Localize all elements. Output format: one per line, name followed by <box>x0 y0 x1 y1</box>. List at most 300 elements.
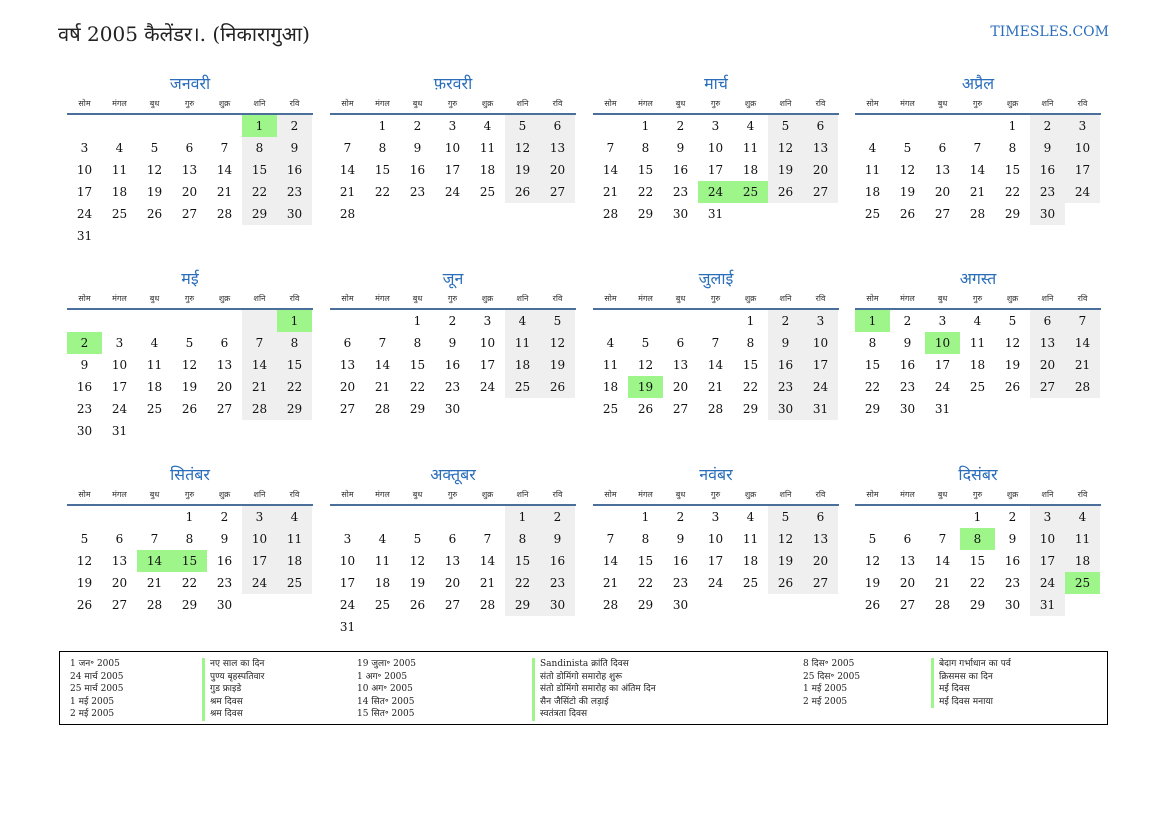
day-cell: 22 <box>374 185 391 199</box>
day-cell: 2 <box>413 119 422 133</box>
day-cell: 28 <box>602 598 619 612</box>
day-cell: 27 <box>803 572 838 594</box>
day-cell: 19 <box>505 159 540 181</box>
legend-holiday-name: श्रम दिवस <box>210 696 243 707</box>
week-row <box>67 572 313 594</box>
week-row <box>855 332 1101 354</box>
legend-names-2 <box>532 658 656 721</box>
empty-cell <box>890 115 925 137</box>
day-cell: 6 <box>115 532 124 546</box>
day-cell: 16 <box>672 163 689 177</box>
week-row <box>855 181 1101 203</box>
week-row <box>67 310 313 332</box>
month-name: अप्रैल <box>961 74 995 93</box>
day-cell: 17 <box>803 354 838 376</box>
day-cell: 10 <box>111 358 128 372</box>
week-row <box>330 310 576 332</box>
weekday-header <box>593 97 839 115</box>
day-cell: 11 <box>505 332 540 354</box>
day-cell: 16 <box>1004 554 1021 568</box>
day-cell: 26 <box>899 207 916 221</box>
month-block <box>330 268 576 420</box>
week-row <box>330 376 576 398</box>
day-cell: 25 <box>111 207 128 221</box>
page-title: वर्ष 2005 कैलेंडर।. (निकारागुआ) <box>58 22 310 46</box>
empty-cell <box>995 398 1030 420</box>
day-cell: 14 <box>339 163 356 177</box>
day-cell: 22 <box>637 576 654 590</box>
day-cell: 29 <box>277 398 312 420</box>
weekday-label: शनि <box>1041 99 1054 108</box>
weekday-label: शुक्र <box>744 294 757 303</box>
week-row <box>330 203 576 225</box>
day-cell: 10 <box>479 336 496 350</box>
empty-cell <box>242 420 277 442</box>
day-cell: 16 <box>444 358 461 372</box>
legend-holiday-name: मई दिवस मनाया <box>939 696 993 707</box>
weekday-label: सोम <box>604 490 617 499</box>
day-cell: 17 <box>339 576 356 590</box>
week-row <box>593 137 839 159</box>
day-cell: 12 <box>768 528 803 550</box>
day-cell: 8 <box>242 137 277 159</box>
day-cell: 1 <box>641 119 650 133</box>
day-cell: 12 <box>540 332 575 354</box>
empty-cell <box>925 115 960 137</box>
empty-cell <box>365 506 400 528</box>
day-cell: 31 <box>1030 594 1065 616</box>
day-cell: 11 <box>146 358 163 372</box>
day-cell: 7 <box>242 332 277 354</box>
week-row <box>593 203 839 225</box>
weekday-label: गुरु <box>972 490 983 499</box>
day-cell: 18 <box>742 163 759 177</box>
weekday-label: सोम <box>78 294 91 303</box>
month-block <box>330 73 576 225</box>
empty-cell <box>172 115 207 137</box>
weekday-label: मंगल <box>375 490 390 499</box>
day-cell: 12 <box>899 163 916 177</box>
week-row <box>67 159 313 181</box>
day-cell: 13 <box>899 554 916 568</box>
legend-holiday-name: श्रम दिवस <box>210 709 243 719</box>
legend-date: 1 अग॰ 2005 <box>357 671 408 682</box>
empty-cell <box>663 310 698 332</box>
weekday-label: सोम <box>604 294 617 303</box>
weekday-header <box>330 97 576 115</box>
day-cell: 24 <box>707 576 724 590</box>
day-cell: 8 <box>641 532 650 546</box>
weekday-label: रवि <box>289 490 300 499</box>
day-cell: 6 <box>676 336 685 350</box>
day-cell: 17 <box>934 358 951 372</box>
day-cell: 30 <box>76 424 93 438</box>
legend-dates-2 <box>357 658 416 721</box>
weekday-label: शुक्र <box>218 99 231 108</box>
empty-cell <box>277 594 312 616</box>
day-cell: 8 <box>641 141 650 155</box>
week-row <box>67 332 313 354</box>
week-row <box>67 506 313 528</box>
day-cell: 9 <box>413 141 422 155</box>
day-cell: 5 <box>1008 314 1017 328</box>
day-cell: 2 <box>67 332 102 354</box>
empty-cell <box>733 203 768 225</box>
weekday-label: सोम <box>78 490 91 499</box>
day-cell: 24 <box>339 598 356 612</box>
day-cell: 21 <box>242 376 277 398</box>
empty-cell <box>277 225 312 247</box>
day-cell: 4 <box>1065 506 1100 528</box>
day-cell: 31 <box>76 229 93 243</box>
day-cell: 19 <box>181 380 198 394</box>
day-cell: 9 <box>768 332 803 354</box>
weekday-label: गुरु <box>710 294 721 303</box>
weekday-label: रवि <box>815 294 826 303</box>
month-block <box>593 464 839 616</box>
empty-cell <box>330 506 365 528</box>
month-name: मार्च <box>704 74 728 93</box>
day-cell: 29 <box>181 598 198 612</box>
legend-holiday-name: संतो डोमिंगो समारोह का अंतिम दिन <box>540 684 656 694</box>
day-cell: 13 <box>111 554 128 568</box>
legend-names-3 <box>931 658 1011 708</box>
day-cell: 5 <box>185 336 194 350</box>
weekday-label: गुरु <box>447 294 458 303</box>
legend-holiday-name: क्रिसमस का दिन <box>939 671 993 682</box>
weekday-label: शनि <box>516 490 529 499</box>
empty-cell <box>330 115 365 137</box>
day-cell: 21 <box>374 380 391 394</box>
day-cell: 7 <box>220 141 229 155</box>
week-row <box>855 398 1101 420</box>
day-cell: 24 <box>76 207 93 221</box>
legend-holiday-name: बेदाग गर्भाधान का पर्व <box>939 659 1011 669</box>
day-cell: 4 <box>606 336 615 350</box>
day-cell: 25 <box>602 402 619 416</box>
day-cell: 26 <box>146 207 163 221</box>
weekday-label: शनि <box>779 294 792 303</box>
day-cell: 16 <box>76 380 93 394</box>
empty-cell <box>435 616 470 638</box>
day-cell: 30 <box>899 402 916 416</box>
week-row <box>855 594 1101 616</box>
day-cell: 27 <box>444 598 461 612</box>
week-row <box>855 203 1101 225</box>
legend-date: 8 दिस॰ 2005 <box>803 659 855 669</box>
day-cell: 3 <box>343 532 352 546</box>
empty-cell <box>330 310 365 332</box>
day-cell: 28 <box>602 207 619 221</box>
day-cell: 20 <box>540 159 575 181</box>
empty-cell <box>102 115 137 137</box>
day-cell: 18 <box>479 163 496 177</box>
day-cell: 23 <box>540 572 575 594</box>
day-cell: 1 <box>242 115 277 137</box>
day-cell: 3 <box>1030 506 1065 528</box>
legend-holiday-name: संतो डोमिंगो समारोह शुरू <box>540 671 623 682</box>
day-cell: 19 <box>76 576 93 590</box>
day-cell: 14 <box>216 163 233 177</box>
day-cell: 18 <box>602 380 619 394</box>
day-cell: 10 <box>242 528 277 550</box>
day-cell: 17 <box>111 380 128 394</box>
day-cell: 9 <box>676 532 685 546</box>
month-name: अगस्त <box>959 269 997 288</box>
day-cell: 19 <box>146 185 163 199</box>
day-cell: 5 <box>768 506 803 528</box>
day-cell: 28 <box>479 598 496 612</box>
week-row <box>67 137 313 159</box>
day-cell: 29 <box>242 203 277 225</box>
day-cell: 22 <box>864 380 881 394</box>
empty-cell <box>242 310 277 332</box>
weekday-label: बुध <box>937 294 948 303</box>
weekday-label: शनि <box>1041 294 1054 303</box>
day-cell: 28 <box>339 207 356 221</box>
weekday-label: बुध <box>937 99 948 108</box>
empty-cell <box>365 203 400 225</box>
weekday-label: मंगल <box>638 490 653 499</box>
brand-link[interactable]: TIMESLES.COM <box>990 24 1109 40</box>
weekday-label: बुध <box>412 99 423 108</box>
legend-dates-3 <box>803 658 860 708</box>
week-row <box>855 506 1101 528</box>
day-cell: 25 <box>374 598 391 612</box>
empty-cell <box>698 594 733 616</box>
day-cell: 29 <box>505 594 540 616</box>
week-row <box>67 550 313 572</box>
day-cell: 22 <box>1004 185 1021 199</box>
day-cell: 2 <box>903 314 912 328</box>
weekday-label: रवि <box>289 294 300 303</box>
week-row <box>593 115 839 137</box>
weekday-label: मंगल <box>112 490 127 499</box>
day-cell: 10 <box>444 141 461 155</box>
day-cell: 16 <box>409 163 426 177</box>
day-cell: 6 <box>185 141 194 155</box>
day-cell: 19 <box>540 354 575 376</box>
day-cell: 26 <box>181 402 198 416</box>
day-cell: 7 <box>606 141 615 155</box>
day-cell: 13 <box>803 528 838 550</box>
legend-date: 2 मई 2005 <box>70 709 115 719</box>
day-cell: 15 <box>864 358 881 372</box>
day-cell: 30 <box>1030 203 1065 225</box>
day-cell: 21 <box>934 576 951 590</box>
empty-cell <box>505 398 540 420</box>
month-name: जून <box>442 269 464 288</box>
holiday-legend <box>59 651 1108 725</box>
weekday-label: शुक्र <box>481 490 494 499</box>
day-cell: 4 <box>746 119 755 133</box>
day-cell: 17 <box>1065 159 1100 181</box>
day-cell: 28 <box>934 598 951 612</box>
weekday-label: बुध <box>675 99 686 108</box>
empty-cell <box>137 115 172 137</box>
legend-date: 2 मई 2005 <box>803 696 848 707</box>
weekday-label: शनि <box>516 294 529 303</box>
day-cell: 26 <box>768 572 803 594</box>
day-cell: 28 <box>969 207 986 221</box>
empty-cell <box>593 310 628 332</box>
month-name: मई <box>181 269 199 288</box>
day-cell: 26 <box>409 598 426 612</box>
weekday-label: बुध <box>412 294 423 303</box>
empty-cell <box>172 225 207 247</box>
day-cell: 7 <box>711 336 720 350</box>
day-cell: 20 <box>899 576 916 590</box>
week-row <box>593 398 839 420</box>
empty-cell <box>768 594 803 616</box>
day-cell: 3 <box>1065 115 1100 137</box>
empty-cell <box>400 616 435 638</box>
day-cell: 31 <box>803 398 838 420</box>
day-cell: 31 <box>339 620 356 634</box>
weekday-header <box>67 488 313 506</box>
day-cell: 4 <box>746 510 755 524</box>
day-cell: 23 <box>444 380 461 394</box>
empty-cell <box>960 115 995 137</box>
week-row <box>330 616 576 638</box>
day-cell: 10 <box>707 532 724 546</box>
week-row <box>330 159 576 181</box>
day-cell: 2 <box>277 115 312 137</box>
empty-cell <box>102 310 137 332</box>
week-row <box>67 376 313 398</box>
weekday-label: गुरु <box>184 490 195 499</box>
empty-cell <box>207 115 242 137</box>
day-cell: 22 <box>505 572 540 594</box>
week-row <box>330 506 576 528</box>
day-cell: 17 <box>479 358 496 372</box>
day-cell: 18 <box>864 185 881 199</box>
day-cell: 22 <box>277 376 312 398</box>
day-cell: 30 <box>672 207 689 221</box>
day-cell: 15 <box>277 354 312 376</box>
week-row <box>593 181 839 203</box>
day-cell: 19 <box>864 576 881 590</box>
day-cell: 25 <box>479 185 496 199</box>
empty-cell <box>400 506 435 528</box>
day-cell: 17 <box>707 163 724 177</box>
empty-cell <box>365 310 400 332</box>
day-cell: 24 <box>479 380 496 394</box>
day-cell: 19 <box>768 550 803 572</box>
day-cell: 23 <box>672 185 689 199</box>
week-row <box>855 137 1101 159</box>
day-cell: 2 <box>676 119 685 133</box>
weekday-label: बुध <box>937 490 948 499</box>
legend-dates-1 <box>70 658 124 721</box>
day-cell: 7 <box>483 532 492 546</box>
month-block <box>67 268 313 442</box>
day-cell: 2 <box>540 506 575 528</box>
weekday-header <box>855 488 1101 506</box>
month-block <box>593 268 839 420</box>
day-cell: 27 <box>216 402 233 416</box>
day-cell: 5 <box>150 141 159 155</box>
day-cell: 16 <box>899 358 916 372</box>
day-cell: 19 <box>768 159 803 181</box>
day-cell: 25 <box>277 572 312 594</box>
weekday-header <box>330 488 576 506</box>
day-cell: 18 <box>277 550 312 572</box>
empty-cell <box>207 225 242 247</box>
day-cell: 8 <box>960 528 995 550</box>
day-cell: 29 <box>742 402 759 416</box>
day-cell: 10 <box>76 163 93 177</box>
weekday-header <box>330 292 576 310</box>
weekday-label: शुक्र <box>744 490 757 499</box>
weekday-label: शुक्र <box>218 490 231 499</box>
day-cell: 20 <box>803 159 838 181</box>
week-row <box>67 203 313 225</box>
day-cell: 8 <box>1008 141 1017 155</box>
day-cell: 9 <box>80 358 89 372</box>
empty-cell <box>540 616 575 638</box>
day-cell: 17 <box>76 185 93 199</box>
week-row <box>855 376 1101 398</box>
empty-cell <box>242 594 277 616</box>
day-cell: 9 <box>1030 137 1065 159</box>
day-cell: 6 <box>220 336 229 350</box>
day-cell: 8 <box>378 141 387 155</box>
week-row <box>67 115 313 137</box>
week-row <box>67 225 313 247</box>
day-cell: 27 <box>803 181 838 203</box>
day-cell: 2 <box>1008 510 1017 524</box>
day-cell: 21 <box>1065 354 1100 376</box>
day-cell: 31 <box>111 424 128 438</box>
legend-date: 15 सित॰ 2005 <box>357 709 415 719</box>
day-cell: 24 <box>1065 181 1100 203</box>
day-cell: 21 <box>969 185 986 199</box>
day-cell: 7 <box>938 532 947 546</box>
empty-cell <box>207 420 242 442</box>
day-cell: 1 <box>185 510 194 524</box>
day-cell: 19 <box>628 376 663 398</box>
empty-cell <box>960 398 995 420</box>
weekday-label: शुक्र <box>481 294 494 303</box>
weekday-label: शुक्र <box>218 294 231 303</box>
weekday-label: रवि <box>552 99 563 108</box>
day-cell: 25 <box>969 380 986 394</box>
day-cell: 18 <box>374 576 391 590</box>
day-cell: 27 <box>899 598 916 612</box>
day-cell: 27 <box>1030 376 1065 398</box>
day-cell: 8 <box>505 528 540 550</box>
day-cell: 29 <box>1004 207 1021 221</box>
day-cell: 27 <box>540 181 575 203</box>
legend-date: 24 मार्च 2005 <box>70 671 124 682</box>
day-cell: 23 <box>216 576 233 590</box>
weekday-label: शुक्र <box>1006 99 1019 108</box>
week-row <box>67 181 313 203</box>
day-cell: 4 <box>483 119 492 133</box>
day-cell: 30 <box>1004 598 1021 612</box>
day-cell: 8 <box>277 332 312 354</box>
day-cell: 3 <box>80 141 89 155</box>
day-cell: 26 <box>76 598 93 612</box>
empty-cell <box>435 506 470 528</box>
weekday-label: मंगल <box>375 99 390 108</box>
day-cell: 13 <box>672 358 689 372</box>
empty-cell <box>400 203 435 225</box>
month-name: जुलाई <box>698 269 734 288</box>
day-cell: 19 <box>409 576 426 590</box>
day-cell: 11 <box>864 163 881 177</box>
